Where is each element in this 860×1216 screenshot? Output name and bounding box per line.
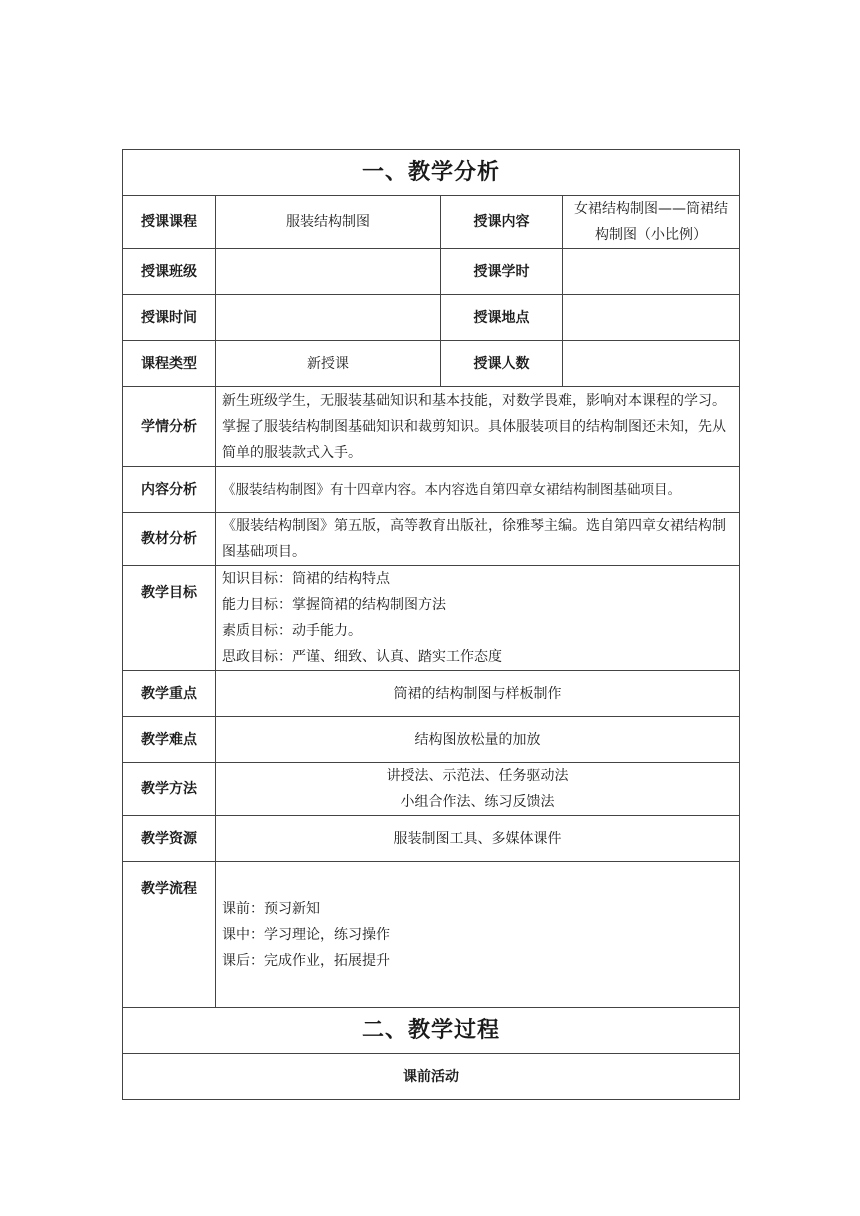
course-value: 服装结构制图 — [216, 196, 441, 249]
goal-quality: 素质目标：动手能力。 — [222, 623, 362, 639]
methods-line-1: 讲授法、示范法、任务驱动法 — [386, 768, 569, 784]
student-analysis-label: 学情分析 — [123, 387, 216, 467]
resources-label: 教学资源 — [123, 816, 216, 862]
class-value — [216, 249, 441, 295]
student-analysis-text: 新生班级学生，无服装基础知识和基本技能，对数学畏难，影响对本课程的学习。掌握了服装结构制图基础知识和裁剪知识。具体服装项目的结构制图还未知，先从简单的服装款式入手。 — [216, 387, 740, 467]
methods-label: 教学方法 — [123, 763, 216, 816]
lesson-plan-table — [122, 149, 740, 1100]
flow-after-class: 课后：完成作业，拓展提升 — [222, 952, 390, 969]
methods-list — [216, 763, 740, 816]
flow-before-class: 课前：预习新知 — [222, 900, 320, 917]
flow-label: 教学流程 — [123, 862, 216, 1008]
content-analysis-text: 《服装结构制图》有十四章内容。本内容选自第四章女裙结构制图基础项目。 — [216, 467, 740, 513]
class-label: 授课班级 — [123, 249, 216, 295]
methods-line-2: 小组合作法、练习反馈法 — [400, 794, 555, 810]
type-value: 新授课 — [216, 341, 441, 387]
difficulty-value: 结构图放松量的加放 — [216, 717, 740, 763]
course-label: 授课课程 — [123, 196, 216, 249]
flow-list — [216, 862, 740, 1008]
resources-value: 服装制图工具、多媒体课件 — [216, 816, 740, 862]
content-value: 女裙结构制图——筒裙结构制图（小比例） — [563, 196, 740, 249]
key-point-value: 筒裙的结构制图与样板制作 — [216, 671, 740, 717]
textbook-analysis-text: 《服装结构制图》第五版，高等教育出版社，徐雅琴主编。选自第四章女裙结构制图基础项目。 — [216, 513, 740, 566]
key-point-label: 教学重点 — [123, 671, 216, 717]
goal-ideology: 思政目标：严谨、细致、认真、踏实工作态度 — [222, 649, 502, 665]
place-label: 授课地点 — [441, 295, 563, 341]
hours-value — [563, 249, 740, 295]
type-label: 课程类型 — [123, 341, 216, 387]
goals-list — [216, 566, 740, 671]
textbook-analysis-label: 教材分析 — [123, 513, 216, 566]
goals-label: 教学目标 — [123, 566, 216, 671]
goal-knowledge: 知识目标：筒裙的结构特点 — [222, 571, 390, 587]
count-label: 授课人数 — [441, 341, 563, 387]
place-value — [563, 295, 740, 341]
time-value — [216, 295, 441, 341]
goal-ability: 能力目标：掌握筒裙的结构制图方法 — [222, 597, 446, 613]
section-title-analysis: 一、教学分析 — [123, 150, 740, 196]
flow-in-class: 课中：学习理论，练习操作 — [222, 926, 390, 943]
count-value — [563, 341, 740, 387]
content-analysis-label: 内容分析 — [123, 467, 216, 513]
time-label: 授课时间 — [123, 295, 216, 341]
section-title-process: 二、教学过程 — [123, 1008, 740, 1054]
pre-class-activity-heading: 课前活动 — [123, 1054, 740, 1100]
hours-label: 授课学时 — [441, 249, 563, 295]
content-label: 授课内容 — [441, 196, 563, 249]
difficulty-label: 教学难点 — [123, 717, 216, 763]
